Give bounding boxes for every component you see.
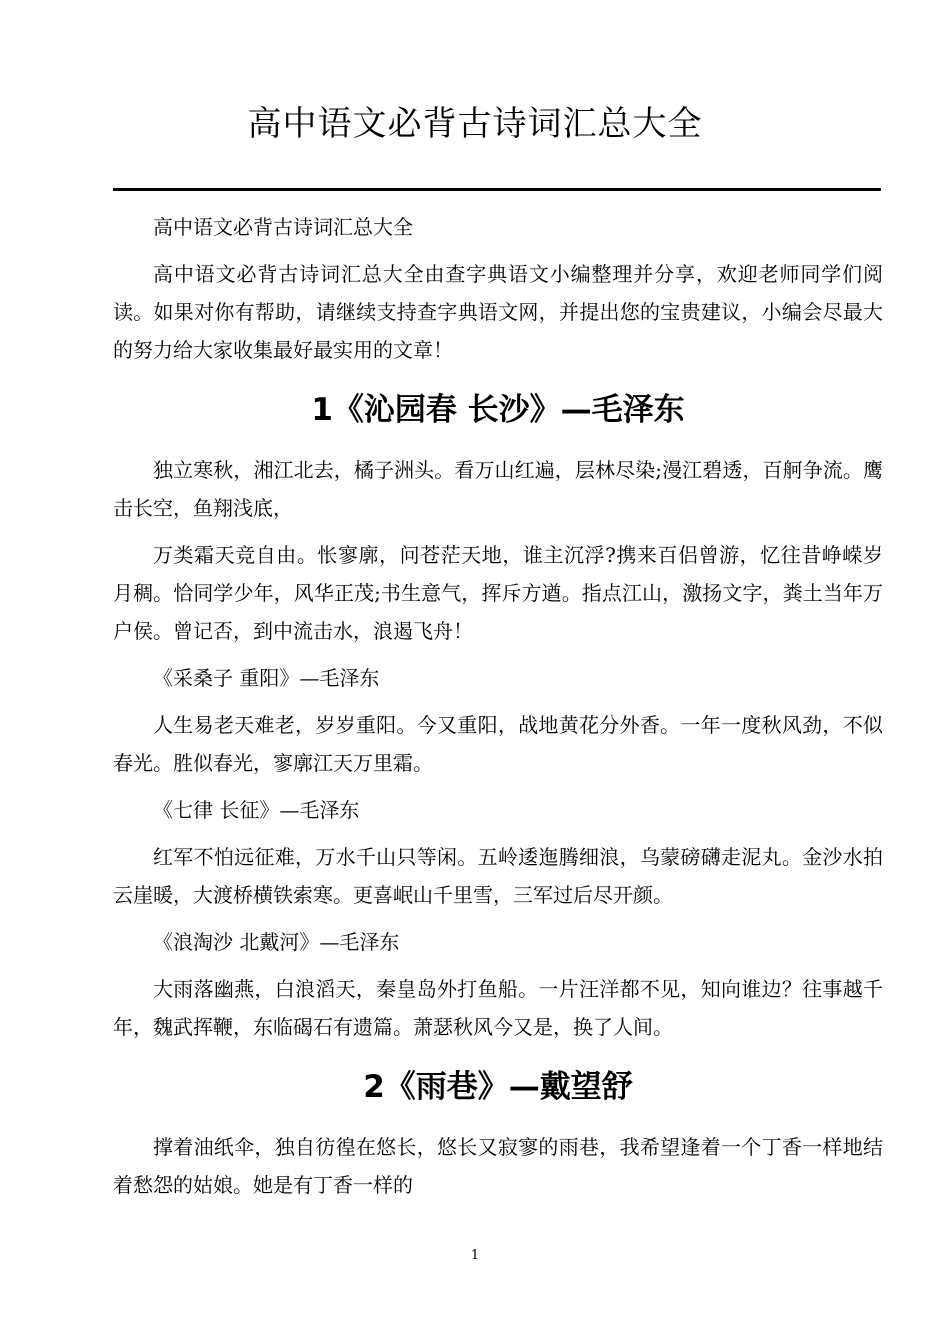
intro-paragraph: 高中语文必背古诗词汇总大全由查字典语文小编整理并分享，欢迎老师同学们阅读。如果对你有帮助，请继续支持查字典语文网，并提出您的宝贵建议，小编会尽最大的努力给大家收集最好最实用的文章！ <box>113 262 883 362</box>
poem-paragraph: 大雨落幽燕，白浪滔天，秦皇岛外打鱼船。一片汪洋都不见，知向谁边？往事越千年，魏武挥鞭，东临碣石有遗篇。萧瑟秋风今又是，换了人间。 <box>113 977 883 1039</box>
section-heading-yuxiang: 2《雨巷》—戴望舒 <box>363 1069 633 1105</box>
poem-paragraph: 撑着油纸伞，独自彷徨在悠长，悠长又寂寥的雨巷，我希望逢着一个丁香一样地结着愁怨的姑娘。她是有丁香一样的 <box>113 1135 883 1197</box>
document-body <box>113 208 883 1213</box>
poem-paragraph: 人生易老天难老，岁岁重阳。今又重阳，战地黄花分外香。一年一度秋风劲，不似春光。胜似春光，寥廓江天万里霜。 <box>113 713 883 775</box>
poem-subheading-caisangzi: 《采桑子 重阳》—毛泽东 <box>153 666 380 690</box>
poem-paragraph: 红军不怕远征难，万水千山只等闲。五岭逶迤腾细浪，乌蒙磅礴走泥丸。金沙水拍云崖暖，大渡桥横铁索寒。更喜岷山千里雪，三军过后尽开颜。 <box>113 845 883 907</box>
page-number: 1 <box>470 1248 480 1263</box>
poem-subheading-changzheng: 《七律 长征》—毛泽东 <box>153 798 360 822</box>
section-heading-qinyuanchun: 1《沁园春 长沙》—毛泽东 <box>311 392 685 428</box>
title-divider <box>113 188 881 191</box>
poem-paragraph: 万类霜天竞自由。怅寥廓，问苍茫天地，谁主沉浮?携来百侣曾游，忆往昔峥嵘岁月稠。恰同学少年，风华正茂;书生意气，挥斥方遒。指点江山，激扬文字，粪土当年万户侯。曾记否，到中流击水，浪遏飞舟！ <box>113 543 883 643</box>
document-title: 高中语文必背古诗词汇总大全 <box>247 104 703 144</box>
poem-paragraph: 独立寒秋，湘江北去，橘子洲头。看万山红遍，层林尽染;漫江碧透，百舸争流。鹰击长空，鱼翔浅底， <box>113 458 883 520</box>
poem-subheading-langtaosha: 《浪淘沙 北戴河》—毛泽东 <box>153 930 400 954</box>
intro-heading: 高中语文必背古诗词汇总大全 <box>153 215 413 239</box>
